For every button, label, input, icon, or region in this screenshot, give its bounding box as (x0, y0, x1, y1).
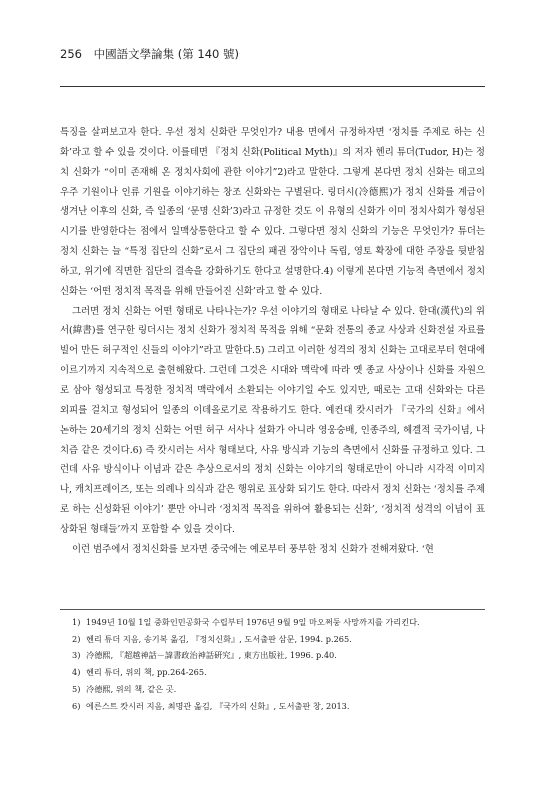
running-header (60, 46, 485, 62)
footnote (72, 614, 485, 631)
body-text (60, 123, 485, 560)
footnote-number: 1) (72, 617, 81, 627)
footnote-number: 6) (72, 700, 81, 711)
footnote-text: 에른스트 캇시러 지음, 최명관 옮김, 『국가의 신화』, 도서출판 창, 2013. (86, 700, 350, 711)
footnote-text: 헨리 튜더, 위의 책, pp.264-265. (86, 667, 207, 678)
page-number: 256 (60, 47, 82, 61)
footnote-number: 5) (72, 683, 81, 694)
footnote (72, 631, 485, 648)
footnote (72, 698, 485, 715)
footnotes (72, 614, 485, 714)
footnote-divider (60, 609, 485, 610)
journal-title: 中國語文學論集 (第 140 號) (93, 47, 239, 61)
footnote (72, 681, 485, 698)
paragraph: 그러면 정치 신화는 어떤 형태로 나타나는가? 우선 이야기의 형태로 나타날 수 있다. 한대(漢代)의 위서(緯書)를 연구한 링더시는 정치 신화가 정치적 목적을 위해 “문화 전통의 종교 사상과 신화전설 자료를 빌어 만든 허구적인 신들의 이야기”라고 말한다.5) 그리고 이러한 성격의 정치 신화는 고대로부터 현대에 이르기까지 지속적으로 출현해왔다. 그런데 그것은 시대와 맥락에 따라 옛 종교 사상이나 신화를 자원으로 삼아 형성되고 특정한 정치적 맥락에서 소환되는 이야기일 수도 있지만, 때로는 고대 신화와는 다른 외피를 걸치고 형성되어 일종의 이데올로기로 작용하기도 한다. 예컨대 캇시러가 『국가의 신화』에서 논하는 20세기의 정치 신화는 어떤 허구 서사나 설화가 아니라 영웅숭배, 인종주의, 헤겔적 국가이념, 나치즘 같은 것이다.6) 즉 캇시러는 서사 형태보다, 사유 방식과 기능의 측면에서 신화를 규정하고 있다. 그런데 사유 방식이나 이념과 같은 추상으로서의 정치 신화는 이야기의 형태로만이 아니라 시각적 이미지나, 캐치프레이즈, 또는 의례나 의식과 같은 행위로 표상화 되기도 한다. 따라서 정치 신화는 ‘정치를 주제로 하는 신성화된 이야기’ 뿐만 아니라 ‘정치적 목적을 위하여 활용되는 신화’, ‘정치적 성격의 이념이 표상화된 형태들’까지 포함할 수 있을 것이다. (60, 305, 485, 535)
footnote-text: 1949년 10월 1일 중화인민공화국 수립부터 1976년 9월 9일 마오쩌둥 사망까지를 가리킨다. (86, 617, 420, 627)
footnote-text: 冷德熙, 『超越神話－諱書政治神話硏究』, 東方出版社, 1996. p.40. (86, 650, 337, 661)
footnote (72, 664, 485, 681)
footnote-number: 3) (72, 650, 81, 661)
footnote-number: 2) (72, 633, 81, 644)
header-divider (60, 86, 485, 87)
footnote-number: 4) (72, 667, 81, 678)
footnote (72, 647, 485, 664)
footnote-text: 헨리 튜더 지음, 송기복 옮김, 『정치신화』, 도서출판 삼문, 1994. p.265. (86, 633, 352, 644)
footnote-text: 冷德熙, 위의 책, 같은 곳. (86, 683, 177, 694)
paragraph: 이런 범주에서 정치신화를 보자면 중국에는 예로부터 풍부한 정치 신화가 전해져왔다. ‘현 (72, 543, 434, 555)
paragraph: 특징을 살펴보고자 한다. 우선 정치 신화란 무엇인가? 내용 면에서 규정하자면 ‘정치를 주제로 하는 신화’라고 할 수 있을 것이다. 이를테면 『정치 신화(Political Myth)』의 저자 헨리 튜더(Tudor, H)는 정치 신화가 “이미 존재해 온 정치사회에 관한 이야기”2)라고 말한다. 그렇게 본다면 정치 신화는 태고의 우주 기원이나 인류 기원을 이야기하는 창조 신화와는 구별된다. 링더시(冷德熙)가 정치 신화를 계급이 생겨난 이후의 신화, 즉 일종의 ‘문명 신화’3)라고 규정한 것도 이 유형의 신화가 이미 정치사회가 형성된 시기를 반영한다는 점에서 일맥상통한다고 할 수 있다. 그렇다면 정치 신화의 기능은 무엇인가? 튜더는 정치 신화는 늘 “특정 집단의 신화”로서 그 집단의 패권 장악이나 독립, 영토 확장에 대한 주장을 뒷받침하고, 위기에 직면한 집단의 결속을 강화하기도 한다고 설명한다.4) 이렇게 본다면 기능적 측면에서 정치 신화는 ‘어떤 정치적 목적을 위해 만들어진 신화’라고 할 수 있다. (60, 127, 485, 297)
